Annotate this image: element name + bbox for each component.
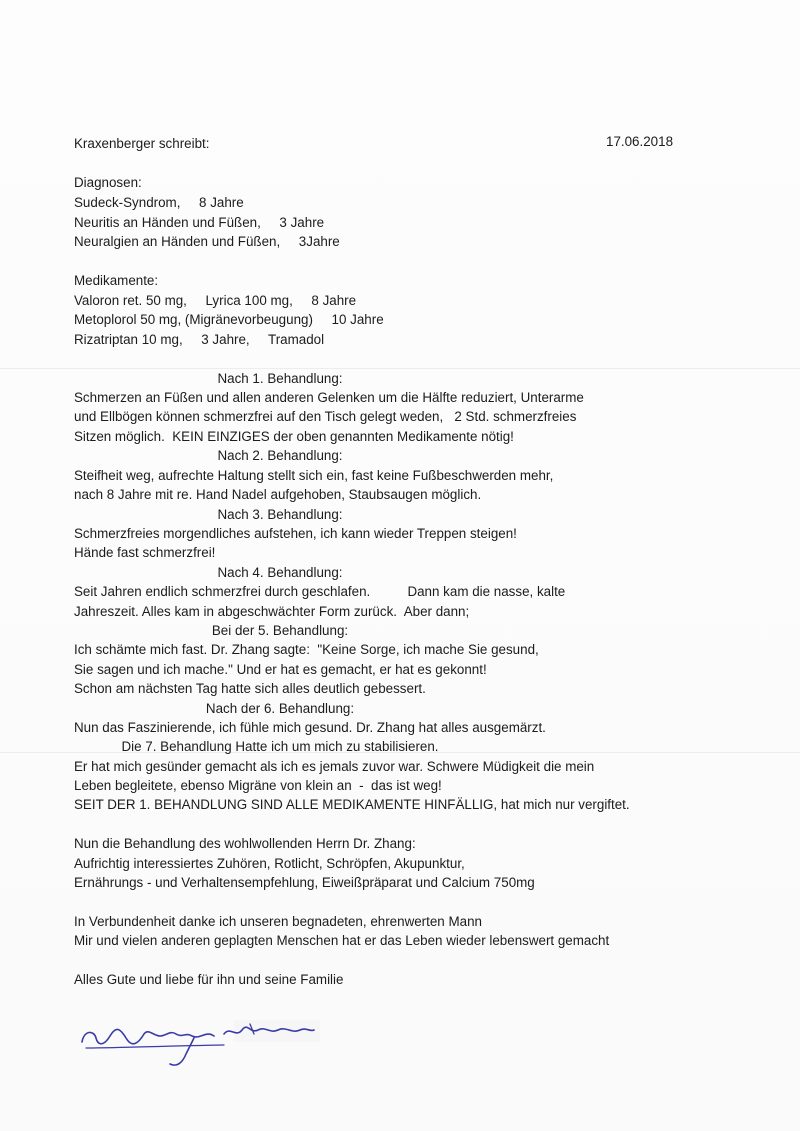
treatment-text: Jahreszeit. Alles kam in abgeschwächter Form zurück. Aber dann; bbox=[74, 604, 470, 619]
treatment-text: Schmerzfreies morgendliches aufstehen, ich kann wieder Treppen steigen! bbox=[74, 526, 517, 541]
methods-text: Aufrichtig interessiertes Zuhören, Rotlicht, Schröpfen, Akupunktur, bbox=[74, 856, 465, 871]
closing-text: Mir und vielen anderen geplagten Menschen hat er das Leben wieder lebenswert gemacht bbox=[74, 933, 610, 948]
treatment-text: Schon am nächsten Tag hatte sich alles deutlich gebessert. bbox=[74, 681, 426, 696]
treatment-text: SEIT DER 1. BEHANDLUNG SIND ALLE MEDIKAMENTE HINFÄLLIG, hat mich nur vergiftet. bbox=[74, 797, 630, 812]
treatment-heading: Nach 4. Behandlung: bbox=[217, 565, 343, 580]
treatment-heading: Nach 3. Behandlung: bbox=[217, 507, 343, 522]
treatment-text: Nun das Faszinierende, ich fühle mich gesund. Dr. Zhang hat alles ausgemärzt. bbox=[74, 720, 546, 735]
treatment-text: Sitzen möglich. KEIN EINZIGES der oben genannten Medikamente nötig! bbox=[74, 429, 514, 444]
treatment-heading: Die 7. Behandlung Hatte ich um mich zu stabilisieren. bbox=[121, 739, 439, 754]
medication-item: Valoron ret. 50 mg, Lyrica 100 mg, 8 Jahre bbox=[74, 293, 357, 308]
methods-text: Ernährungs - und Verhaltensempfehlung, Eiweißpräparat und Calcium 750mg bbox=[74, 875, 535, 890]
treatment-text: und Ellbögen können schmerzfrei auf den Tisch gelegt weden, 2 Std. schmerzfreies bbox=[74, 409, 577, 424]
medication-item: Rizatriptan 10 mg, 3 Jahre, Tramadol bbox=[74, 332, 325, 347]
treatment-text: Er hat mich gesünder gemacht als ich es jemals zuvor war. Schwere Müdigkeit die mein bbox=[74, 759, 595, 774]
letter-author: Kraxenberger schreibt: bbox=[74, 136, 210, 151]
treatment-heading: Bei der 5. Behandlung: bbox=[211, 623, 349, 638]
medikamente-heading: Medikamente: bbox=[74, 273, 159, 288]
treatment-text: Seit Jahren endlich schmerzfrei durch geschlafen. Dann kam die nasse, kalte bbox=[74, 584, 566, 599]
diagnosis-item: Sudeck-Syndrom, 8 Jahre bbox=[74, 195, 244, 210]
treatment-heading: Nach 2. Behandlung: bbox=[217, 448, 343, 463]
diagnosis-item: Neuritis an Händen und Füßen, 3 Jahre bbox=[74, 215, 325, 230]
diagnosis-item: Neuralgien an Händen und Füßen, 3Jahre bbox=[74, 234, 340, 249]
methods-text: Nun die Behandlung des wohlwollenden Herrn Dr. Zhang: bbox=[74, 836, 416, 851]
closing-wishes: Alles Gute und liebe für ihn und seine Familie bbox=[74, 972, 344, 987]
treatment-text: Sie sagen und ich mache." Und er hat es gemacht, er hat es gekonnt! bbox=[74, 662, 487, 677]
treatment-text: Steifheit weg, aufrechte Haltung stellt sich ein, fast keine Fußbeschwerden mehr, bbox=[74, 468, 554, 483]
diagnosen-heading: Diagnosen: bbox=[74, 175, 142, 190]
handwritten-signature-icon bbox=[74, 1012, 334, 1072]
closing-text: In Verbundenheit danke ich unseren begnadeten, ehrenwerten Mann bbox=[74, 914, 482, 929]
treatment-text: Ich schämte mich fast. Dr. Zhang sagte: "Keine Sorge, ich mache Sie gesund, bbox=[74, 642, 539, 657]
letter-date: 17.06.2018 bbox=[606, 134, 674, 149]
treatment-text: Hände fast schmerzfrei! bbox=[74, 545, 216, 560]
treatment-heading: Nach der 6. Behandlung: bbox=[205, 701, 355, 716]
treatment-heading: Nach 1. Behandlung: bbox=[217, 371, 343, 386]
treatment-text: Leben begleitete, ebenso Migräne von klein an - das ist weg! bbox=[74, 778, 442, 793]
treatment-text: nach 8 Jahre mit re. Hand Nadel aufgehoben, Staubsaugen möglich. bbox=[74, 487, 482, 502]
medication-item: Metoplorol 50 mg, (Migränevorbeugung) 10 Jahre bbox=[74, 312, 384, 327]
treatment-text: Schmerzen an Füßen und allen anderen Gelenken um die Hälfte reduziert, Unterarme bbox=[74, 390, 584, 405]
